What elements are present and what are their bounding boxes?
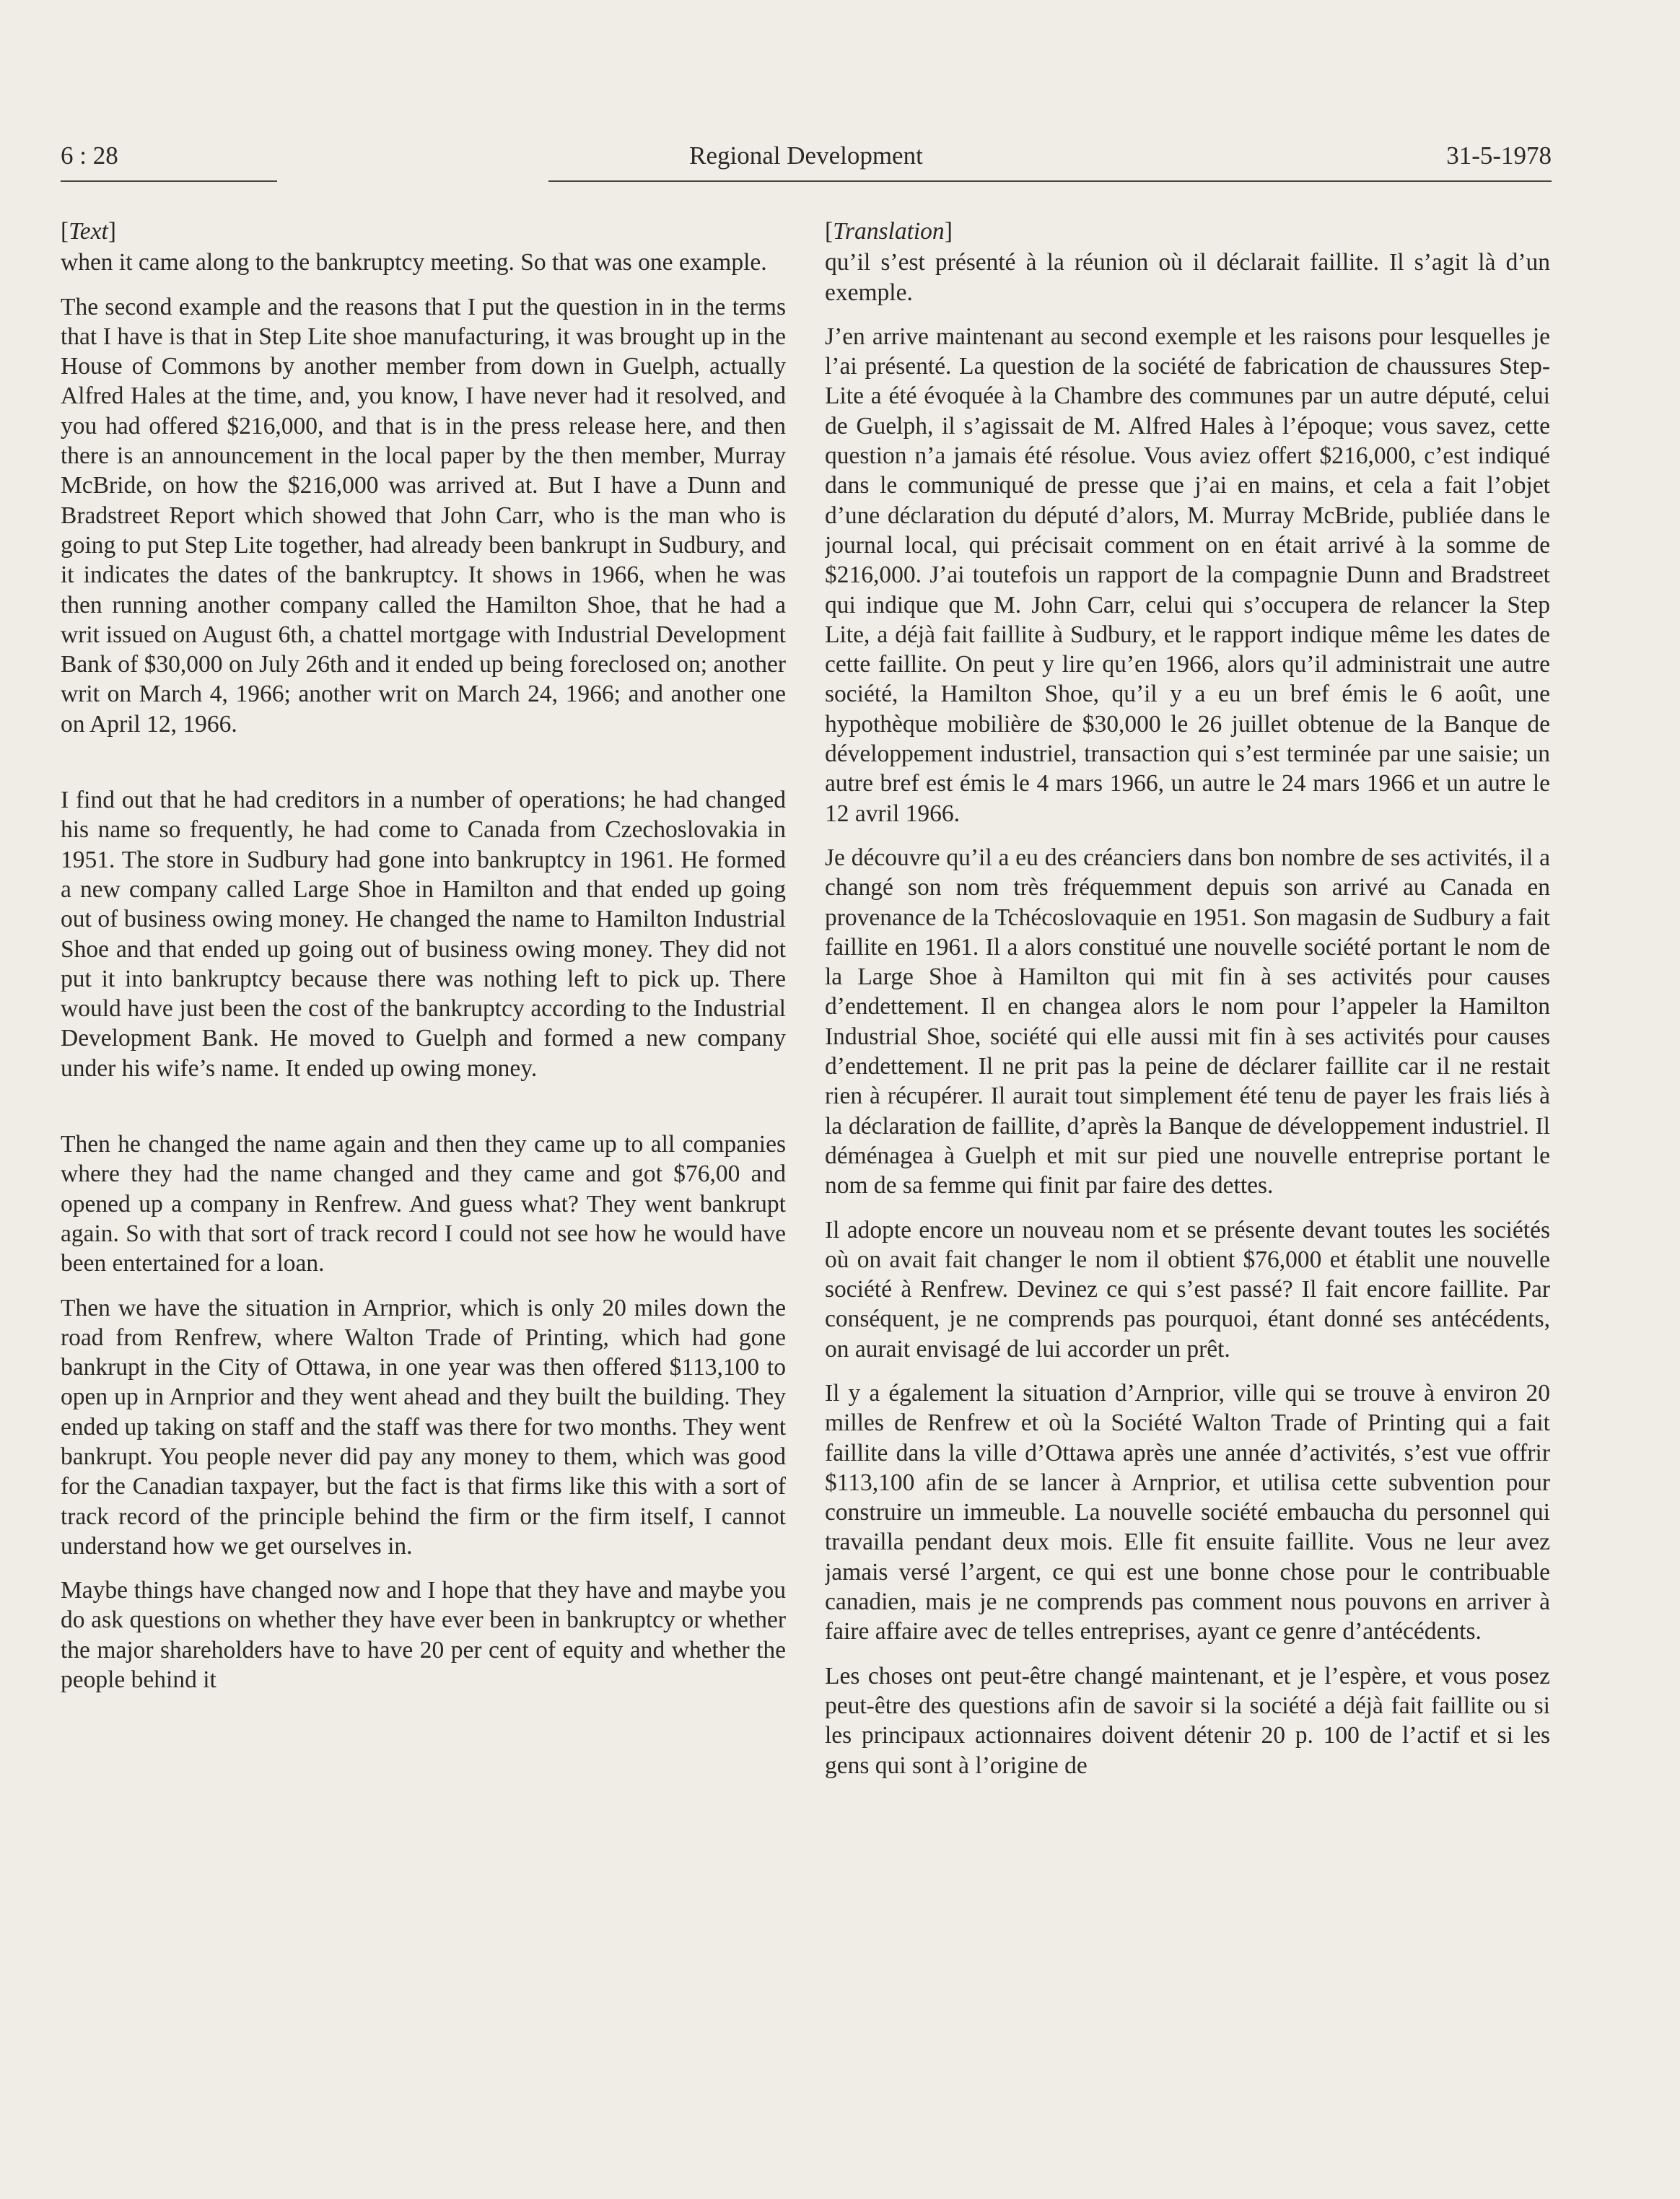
paragraph: Je découvre qu’il a eu des créanciers dans bon nombre de ses activités, il a changé son nom très fréquemment depuis son arrivé au Canada en provenance de la Tchécoslovaquie en 1951. Son magasin de Sudbury a fait faillite en 1961. Il a alors constitué une nouvelle société portant le nom de la Large Shoe à Hamilton qui mit fin à ses activités pour causes d’endettement. Il en changea alors le nom pour l’appeler la Hamilton Industrial Shoe, société qui elle aussi mit fin à ses activités pour causes d’endettement. Il ne prit pas la peine de déclarer faillite car il ne restait rien à récupérer. Il aurait tout simplement été tenu de payer les frais liés à la déclaration de faillite, d’après la Banque de développement industriel. Il déménagea à Guelph et mit sur pied une nouvelle entreprise portant le nom de sa femme qui finit par faire des dettes. bbox=[825, 844, 1550, 1199]
page-number: 6 : 28 bbox=[61, 141, 118, 170]
header-date: 31-5-1978 bbox=[1446, 141, 1552, 170]
paragraph: Il y a également la situation d’Arnprior, ville qui se trouve à environ 20 milles de Renfrew et où la Société Walton Trade of Printing qui a fait faillite dans la ville d’Ottawa après une année d’activités, s’est vue offrir $113,100 afin de se lancer à Arnprior, et utilisa cette subvention pour construire un immeuble. La nouvelle société embaucha du personnel qui travailla pendant deux mois. Elle fit ensuite faillite. Vous ne leur avez jamais versé l’argent, ce qui est une bonne chose pour le contribuable canadien, mais je ne comprends pas comment nous pouvons en arriver à faire affaire avec de telles entreprises, ayant ce genre d’antécédents. bbox=[825, 1379, 1550, 1645]
paragraph: when it came along to the bankruptcy meeting. So that was one example. bbox=[61, 249, 767, 276]
paragraph: Maybe things have changed now and I hope that they have and maybe you do ask questions on whether they have ever been in bankruptcy or whether the major shareholders have to have 20 per cent of equity and whether the people behind it bbox=[61, 1577, 786, 1694]
paragraph: Il adopte encore un nouveau nom et se présente devant toutes les sociétés où on avait fait changer le nom il obtient $76,000 et établit une nouvelle société à Renfrew. Devinez ce qui s’est passé? Il fait encore faillite. Par conséquent, je ne comprends pas pourquoi, étant donné ses antécédents, on aurait envisagé de lui accorder un prêt. bbox=[825, 1216, 1550, 1363]
english-column bbox=[61, 217, 786, 2107]
paragraph: qu’il s’est présenté à la réunion où il déclarait faillite. Il s’agit là d’un exemple. bbox=[825, 249, 1550, 306]
paragraph: Then we have the situation in Arnprior, which is only 20 miles down the road from Renfrew, where Walton Trade of Printing, which had gone bankrupt in the City of Ottawa, in one year was then offered $113,100 to open up in Arnprior and they went ahead and they built the building. They ended up taking on staff and the staff was there for two months. They went bankrupt. You people never did pay any money to them, which was good for the Canadian taxpayer, but the fact is that firms like this with a sort of track record of the principle behind the firm or the firm itself, I cannot understand how we get ourselves in. bbox=[61, 1294, 786, 1560]
running-title: Regional Development bbox=[689, 141, 923, 170]
paragraph: The second example and the reasons that I put the question in in the terms that I have is that in Step Lite shoe manufacturing, it was brought up in the House of Commons by another member from down in Guelph, actually Alfred Hales at the time, and, you know, I have never had it resolved, and you had offered $216,000, and that is in the press release here, and then there is an announcement in the local paper by the then member, Murray McBride, on how the $216,000 was arrived at. But I have a Dunn and Bradstreet Report which showed that John Carr, who is the man who is going to put Step Lite together, had already been bankrupt in Sudbury, and it indicates the dates of the bankruptcy. It shows in 1966, when he was then running another company called the Hamilton Shoe, that he had a writ issued on August 6th, a chattel mortgage with Industrial Development Bank of $30,000 on July 26th and it ended up being foreclosed on; another writ on March 4, 1966; another writ on March 24, 1966; and another one on April 12, 1966. bbox=[61, 293, 786, 738]
header-rule-right bbox=[548, 180, 1552, 182]
page-header bbox=[61, 141, 1552, 185]
paragraph: Then he changed the name again and then they came up to all companies where they had the name changed and they came and got $76,00 and opened up a company in Renfrew. And guess what? They went bankrupt again. So with that sort of track record I could not see how he would have been entertained for a loan. bbox=[61, 1131, 786, 1277]
french-column bbox=[825, 217, 1550, 2107]
header-rule-left bbox=[61, 180, 277, 182]
column-label-translation: [Translation] bbox=[825, 218, 953, 245]
column-label-text: [Text] bbox=[61, 218, 116, 245]
paragraph: J’en arrive maintenant au second exemple et les raisons pour lesquelles je l’ai présenté. La question de la société de fabrication de chaussures Step-Lite a été évoquée à la Chambre des communes par un autre député, celui de Guelph, il s’agissait de M. Alfred Hales à l’époque; vous savez, cette question n’a jamais été résolue. Vous aviez offert $216,000, c’est indiqué dans le communiqué de presse que j’ai en mains, et cela a fait l’objet d’une déclaration du député d’alors, M. Murray McBride, publiée dans le journal local, qui précisait comment on en était arrivé à la somme de $216,000. J’ai toutefois un rapport de la compagnie Dunn and Bradstreet qui indique que M. John Carr, celui qui s’occupera de relancer la Step Lite, a déjà fait faillite à Sudbury, et le rapport indique même les dates de cette faillite. On peut y lire qu’en 1966, alors qu’il administrait une autre société, la Hamilton Shoe, qu’il y a eu un bref émis le 6 août, une hypothèque mobilière de $30,000 le 26 juillet obtenue de la Banque de développement industriel, transaction qui s’est terminée par une saisie; un autre bref est émis le 4 mars 1966, un autre le 24 mars 1966 et un autre le 12 avril 1966. bbox=[825, 323, 1550, 827]
paragraph: I find out that he had creditors in a number of operations; he had changed his name so frequently, he had come to Canada from Czechoslovakia in 1951. The store in Sudbury had gone into bankruptcy in 1961. He formed a new company called Large Shoe in Hamilton and that ended up going out of business owing money. He changed the name to Hamilton Industrial Shoe and that ended up going out of business owing money. They did not put it into bankruptcy because there was nothing left to pick up. There would have just been the cost of the bankruptcy according to the Industrial Development Bank. He moved to Guelph and formed a new company under his wife’s name. It ended up owing money. bbox=[61, 787, 786, 1082]
paragraph: Les choses ont peut-être changé maintenant, et je l’espère, et vous posez peut-être des questions afin de savoir si la société a déjà fait faillite ou si les principaux actionnaires doivent détenir 20 p. 100 de l’actif et si les gens qui sont à l’origine de bbox=[825, 1662, 1550, 1779]
